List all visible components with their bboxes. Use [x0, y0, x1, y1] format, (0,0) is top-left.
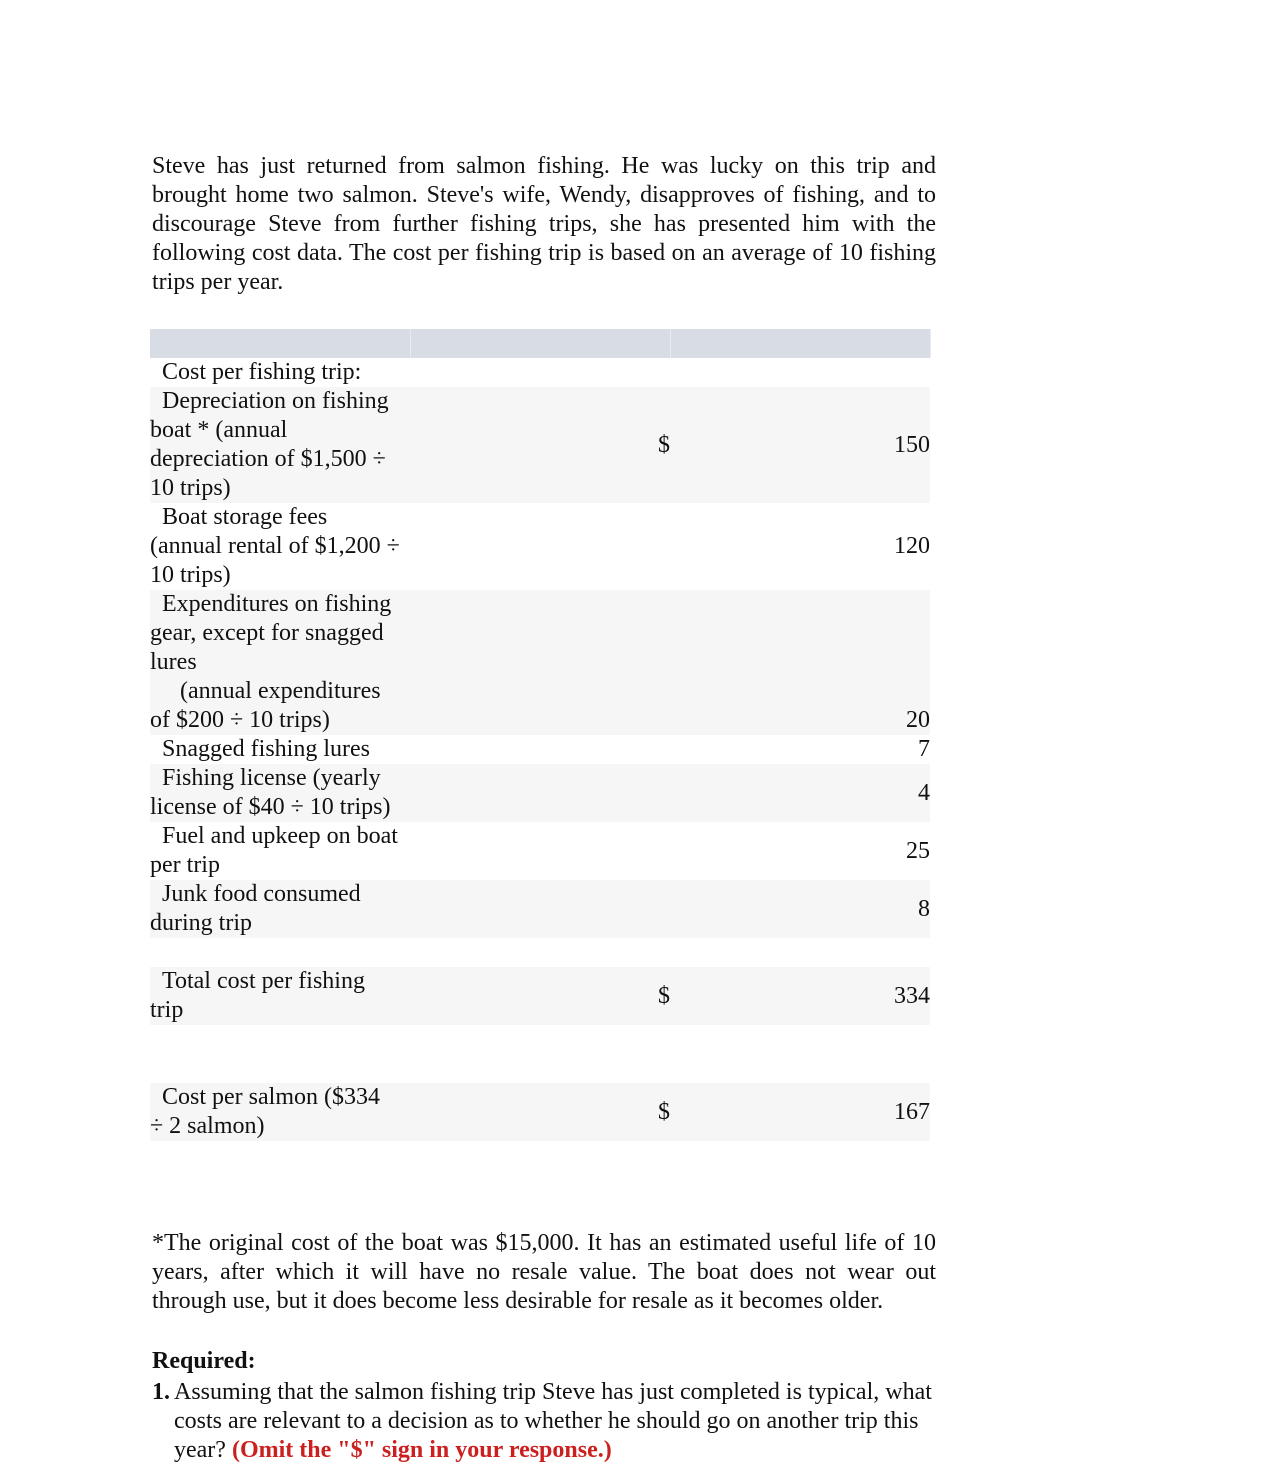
row-amount: 4 [670, 764, 930, 822]
dollar-sign: $ [410, 967, 670, 1025]
row-amount: 8 [670, 880, 930, 938]
row-label-rest: boat * (annual depreciation of $1,500 ÷ 10 trips) [150, 417, 386, 501]
row-label-rest: gear, except for snagged lures [150, 620, 384, 675]
row-label-line1: Junk food consumed [162, 881, 361, 907]
question-instruction: (Omit the "$" sign in your response.) [231, 1437, 612, 1463]
dollar-sign: $ [410, 1083, 670, 1141]
section-header-label: Cost per fishing trip: [162, 359, 362, 385]
row-label-rest: license of $40 ÷ 10 trips) [150, 794, 391, 820]
table-row [150, 387, 930, 503]
row-amount: 7 [670, 735, 930, 764]
total-label-line1: Total cost per fishing [162, 968, 365, 994]
question-1 [152, 1378, 936, 1465]
section-header-row [150, 358, 930, 387]
dollar-sign [410, 677, 670, 735]
problem-document [150, 152, 936, 1463]
dollar-sign: $ [410, 387, 670, 503]
row-amount: 120 [670, 503, 930, 590]
dollar-sign [410, 822, 670, 880]
dollar-sign [410, 503, 670, 590]
row-label-line1: (annual expenditures [180, 678, 381, 704]
row-label-line1: Snagged fishing lures [162, 736, 370, 762]
table-header-row [150, 329, 930, 358]
dollar-sign [410, 764, 670, 822]
header-cell [150, 329, 410, 358]
header-cell [410, 329, 670, 358]
row-amount: 150 [670, 387, 930, 503]
footnote: *The original cost of the boat was $15,000. It has an estimated useful life of 10 years, after which it will have no resale value. The boat does not wear out through use, but it does become less desirable for resale as it becomes older. [152, 1230, 936, 1314]
spacer-row [150, 1025, 930, 1083]
total-label-rest: trip [150, 997, 184, 1023]
total-row [150, 967, 930, 1025]
per-salmon-amount: 167 [670, 1083, 930, 1141]
table-row [150, 880, 930, 938]
row-amount [670, 590, 930, 677]
question-number: 1. [152, 1379, 170, 1405]
intro-paragraph: Steve has just returned from salmon fishing. He was lucky on this trip and brought home two salmon. Steve's wife, Wendy, disapproves of fishing, and to discourage Steve from further fishing trips, she has presented him with the following cost data. The cost per fishing trip is based on an average of 10 fishing trips per year. [152, 153, 936, 295]
per-salmon-label-line1: Cost per salmon ($334 [162, 1084, 380, 1110]
dollar-sign [410, 880, 670, 938]
row-label-line1: Fishing license (yearly [162, 765, 381, 791]
row-label-line1: Boat storage fees [162, 504, 328, 530]
table-row [150, 735, 930, 764]
row-label-rest: during trip [150, 910, 252, 936]
per-salmon-row [150, 1083, 930, 1141]
row-label-rest: of $200 ÷ 10 trips) [150, 707, 330, 733]
row-amount: 20 [670, 677, 930, 735]
cost-table [150, 329, 931, 1141]
row-label-rest: (annual rental of $1,200 ÷ 10 trips) [150, 533, 400, 588]
required-heading: Required: [152, 1348, 256, 1374]
table-row [150, 503, 930, 590]
row-label-line1: Depreciation on fishing [162, 388, 389, 414]
row-label-line1: Expenditures on fishing [162, 591, 392, 617]
question-text: Assuming that the salmon fishing trip Steve has just completed is typical, what costs are relevant to a decision as to whether he should go on another trip this year? [174, 1379, 932, 1463]
table-row [150, 590, 930, 677]
table-row [150, 677, 930, 735]
table-row [150, 764, 930, 822]
dollar-sign [410, 590, 670, 677]
row-label-line1: Fuel and upkeep on boat [162, 823, 398, 849]
row-label-rest: per trip [150, 852, 220, 878]
dollar-sign [410, 735, 670, 764]
row-amount: 25 [670, 822, 930, 880]
total-amount: 334 [670, 967, 930, 1025]
spacer-row [150, 938, 930, 967]
question-text-block [174, 1378, 936, 1465]
per-salmon-label-rest: ÷ 2 salmon) [150, 1113, 265, 1139]
table-row [150, 822, 930, 880]
header-cell [670, 329, 930, 358]
